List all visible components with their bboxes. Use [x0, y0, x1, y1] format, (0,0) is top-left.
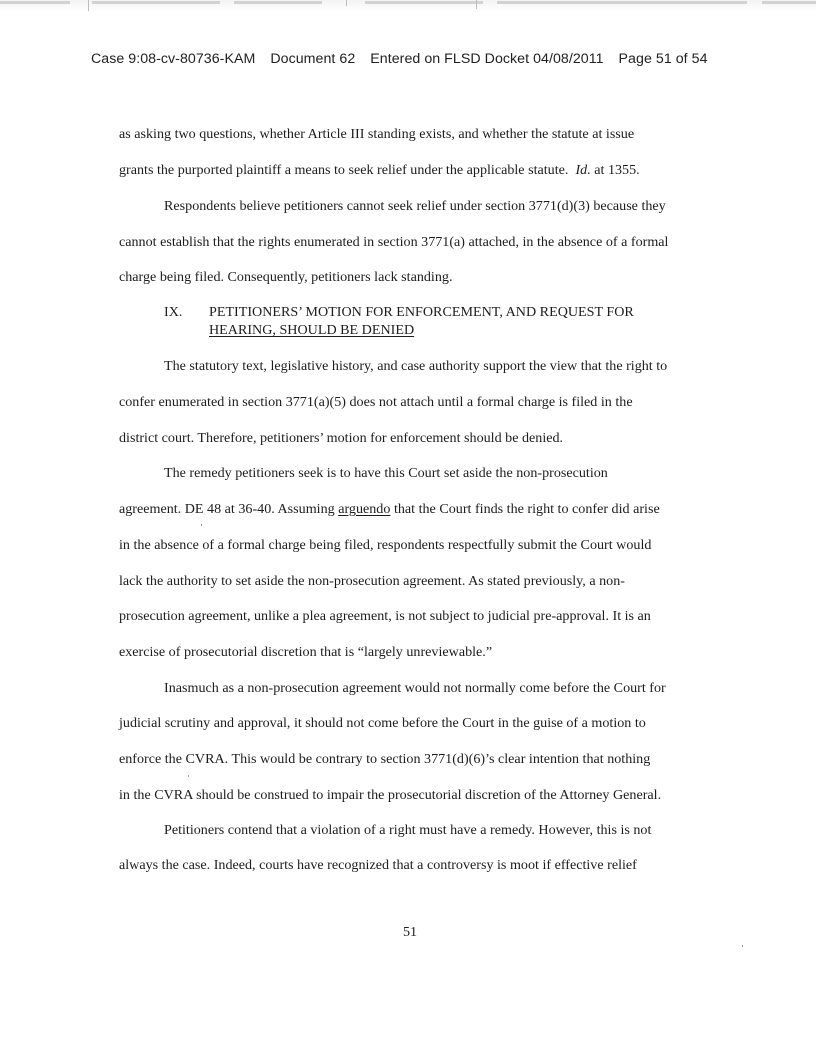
body-line [119, 501, 660, 518]
body-line: Inasmuch as a non-prosecution agreement would not normally come before the Court for [164, 680, 666, 696]
scan-speck [188, 775, 189, 777]
scan-edge-artifact [0, 0, 816, 12]
body-text: grants the purported plaintiff a means to seek relief under the applicable statute. [119, 162, 569, 178]
body-line: exercise of prosecutorial discretion that is “largely unreviewable.” [119, 644, 493, 660]
body-line: as asking two questions, whether Article III standing exists, and whether the statute at issue [119, 126, 635, 142]
scan-mark [92, 1, 220, 4]
section-number: IX. [164, 304, 183, 320]
document-number: Document 62 [270, 51, 356, 67]
scan-tick [346, 0, 347, 6]
scan-speck [201, 524, 202, 526]
body-line: The remedy petitioners seek is to have this Court set aside the non-prosecution [164, 465, 608, 481]
scan-tick [476, 0, 477, 9]
body-line: charge being filed. Consequently, petitioners lack standing. [119, 269, 453, 285]
body-line [119, 162, 640, 179]
body-line: lack the authority to set aside the non-prosecution agreement. As stated previously, a non- [119, 573, 625, 589]
body-line: judicial scrutiny and approval, it should not come before the Court in the guise of a motion to [119, 715, 646, 731]
scan-mark [0, 1, 70, 4]
body-line: cannot establish that the rights enumerated in section 3771(a) attached, in the absence of a formal [119, 234, 669, 250]
docket-entry: Entered on FLSD Docket 04/08/2011 [370, 51, 604, 67]
body-line: always the case. Indeed, courts have recognized that a controversy is moot if effective relief [119, 857, 637, 873]
scan-mark [234, 1, 322, 4]
body-line: enforce the CVRA. This would be contrary to section 3771(d)(6)’s clear intention that nothing [119, 751, 651, 767]
body-line: prosecution agreement, unlike a plea agreement, is not subject to judicial pre-approval. It is an [119, 608, 651, 624]
citation-id: Id. [575, 162, 591, 178]
body-line: The statutory text, legislative history, and case authority support the view that the right to [164, 358, 668, 374]
scan-mark [762, 1, 816, 4]
body-line: in the CVRA should be construed to impair the prosecutorial discretion of the Attorney General. [119, 787, 662, 803]
body-line: confer enumerated in section 3771(a)(5) does not attach until a formal charge is filed in the [119, 394, 633, 410]
body-line: district court. Therefore, petitioners’ motion for enforcement should be denied. [119, 430, 564, 446]
body-line: Respondents believe petitioners cannot seek relief under section 3771(d)(3) because they [164, 198, 666, 214]
body-line: Petitioners contend that a violation of a right must have a remedy. However, this is not [164, 822, 652, 838]
case-header [91, 51, 751, 67]
section-heading-line2: HEARING, SHOULD BE DENIED [209, 322, 415, 338]
case-number: Case 9:08-cv-80736-KAM [91, 51, 256, 67]
scan-speck [742, 945, 743, 947]
page-info: Page 51 of 54 [618, 51, 708, 67]
scan-mark [497, 1, 747, 4]
scan-tick [88, 0, 89, 11]
emphasis-arguendo: arguendo [338, 501, 391, 517]
scan-mark [365, 1, 483, 4]
body-line: in the absence of a formal charge being filed, respondents respectfully submit the Court would [119, 537, 652, 553]
section-heading-line1: PETITIONERS’ MOTION FOR ENFORCEMENT, AND REQUEST FOR [209, 304, 634, 320]
page-number: 51 [402, 924, 418, 940]
body-text: agreement. DE 48 at 36-40. Assuming [119, 501, 335, 517]
body-text: at 1355. [594, 162, 640, 178]
body-text: that the Court finds the right to confer did arise [393, 501, 660, 517]
